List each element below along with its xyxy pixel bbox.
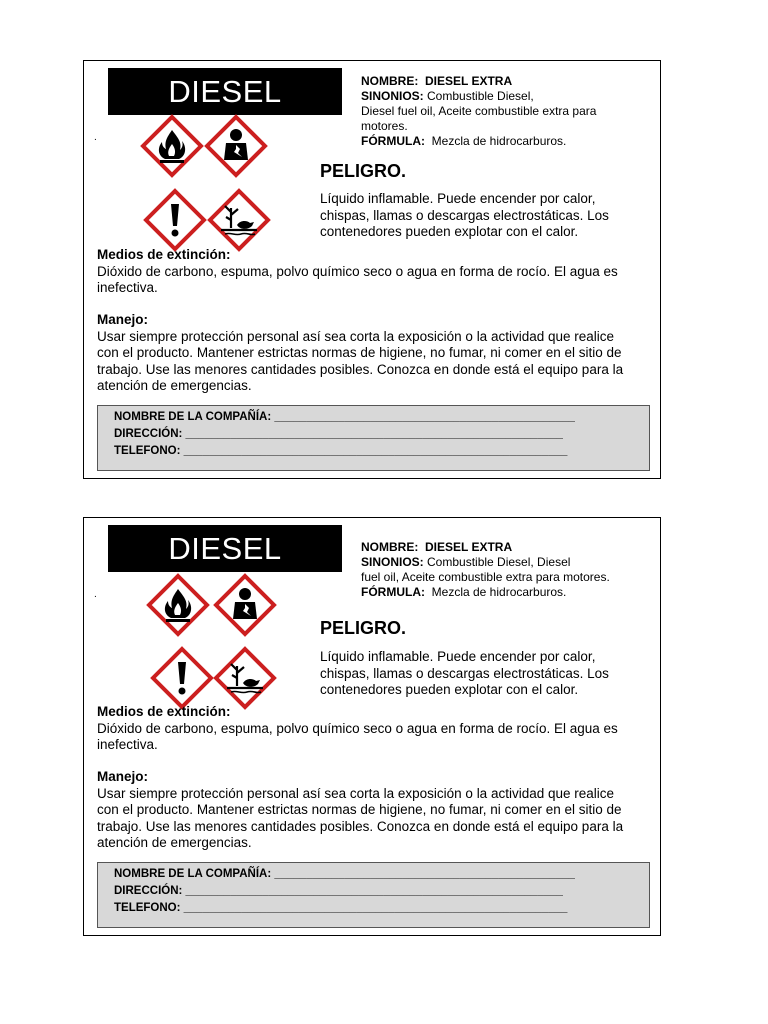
company-address-field[interactable]: DIRECCIÓN: ___________________________________________________________	[114, 885, 563, 897]
signal-word: PELIGRO.	[320, 618, 407, 638]
product-info	[361, 74, 656, 149]
signal-word: PELIGRO.	[320, 161, 407, 181]
handling-title: Manejo:	[97, 312, 149, 327]
product-info	[361, 540, 656, 600]
handling-title: Manejo:	[97, 769, 149, 784]
sinonimos-line-2: fuel oil, Aceite combustible extra para motores.	[361, 570, 610, 584]
formula-line: FÓRMULA: Mezcla de hidrocarburos.	[361, 134, 567, 148]
nombre-line: NOMBRE: DIESEL EXTRA	[361, 540, 513, 554]
hazard-label-2	[83, 517, 661, 936]
company-phone-field[interactable]: TELEFONO: ____________________________________________________________	[114, 445, 568, 457]
company-box	[97, 862, 650, 928]
product-title: DIESEL	[108, 525, 342, 572]
extinction-title: Medios de extinción:	[97, 247, 231, 262]
company-name-field[interactable]: NOMBRE DE LA COMPAÑÍA: _______________________________________________	[114, 411, 575, 423]
health-hazard-icon	[204, 114, 268, 178]
hazard-statement: Líquido inflamable. Puede encender por calor, chispas, llamas o descargas electrostáticas. Los contenedores pueden explotar con el calor.	[320, 649, 609, 697]
sinonimos-line: SINONIOS: Combustible Diesel, Diesel	[361, 555, 571, 569]
exclamation-icon	[143, 188, 207, 252]
formula-line: FÓRMULA: Mezcla de hidrocarburos.	[361, 585, 567, 599]
environment-icon	[207, 188, 271, 252]
sinonimos-line-3: motores.	[361, 119, 408, 133]
sinonimos-line-2: Diesel fuel oil, Aceite combustible extra para	[361, 104, 597, 118]
health-hazard-icon	[213, 573, 277, 637]
handling-section: Manejo: Usar siempre protección personal así sea corta la exposición o la actividad que realice con el producto. Mantener estrictas normas de higiene, no fumar, ni comer en el sitio de trabajo. Use las menores cantidades posibles. Conozca en donde está el equipo para la atención de emergencias.	[97, 312, 647, 395]
extinction-section: Medios de extinción: Dióxido de carbono, espuma, polvo químico seco o agua en forma de rocío. El agua es inefectiva.	[97, 704, 647, 754]
company-phone-field[interactable]: TELEFONO: ____________________________________________________________	[114, 902, 568, 914]
exclamation-icon	[150, 646, 214, 710]
hazard-label-1	[83, 60, 661, 479]
company-box	[97, 405, 650, 471]
handling-section: Manejo: Usar siempre protección personal así sea corta la exposición o la actividad que realice con el producto. Mantener estrictas normas de higiene, no fumar, ni comer en el sitio de trabajo. Use las menores cantidades posibles. Conozca en donde está el equipo para la atención de emergencias.	[97, 769, 647, 852]
sinonimos-line: SINONIOS: Combustible Diesel,	[361, 89, 534, 103]
stray-dot: .	[94, 589, 97, 600]
stray-dot: .	[94, 132, 97, 143]
company-address-field[interactable]: DIRECCIÓN: ___________________________________________________________	[114, 428, 563, 440]
hazard-statement: Líquido inflamable. Puede encender por calor, chispas, llamas o descargas electrostáticas. Los contenedores pueden explotar con el calor.	[320, 191, 609, 239]
nombre-line: NOMBRE: DIESEL EXTRA	[361, 74, 513, 88]
company-name-field[interactable]: NOMBRE DE LA COMPAÑÍA: _______________________________________________	[114, 868, 575, 880]
flame-icon	[140, 114, 204, 178]
environment-icon	[213, 646, 277, 710]
product-title: DIESEL	[108, 68, 342, 115]
flame-icon	[146, 573, 210, 637]
extinction-title: Medios de extinción:	[97, 704, 231, 719]
extinction-section: Medios de extinción: Dióxido de carbono, espuma, polvo químico seco o agua en forma de rocío. El agua es inefectiva.	[97, 247, 647, 297]
